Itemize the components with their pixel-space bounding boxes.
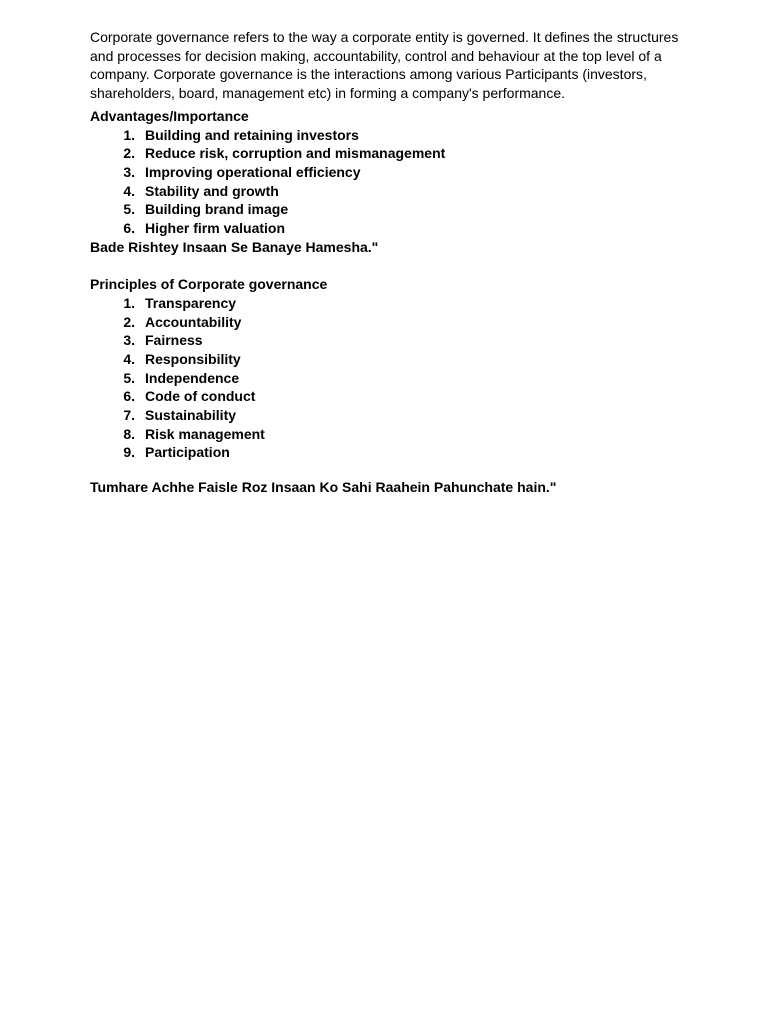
blank-line (90, 256, 690, 275)
list-item (90, 200, 690, 219)
list-item-label: Sustainability (145, 407, 237, 424)
list-item-label: Accountability (145, 313, 242, 330)
list-item-number: 3. (123, 163, 135, 180)
list-item (90, 126, 690, 145)
list-item-number: 4. (123, 182, 135, 199)
document-page (90, 28, 690, 497)
list-item-label: Improving operational efficiency (145, 163, 361, 180)
list-item-label: Participation (145, 444, 230, 461)
blank-line (90, 462, 690, 478)
list-item (90, 387, 690, 406)
list-item-label: Fairness (145, 332, 203, 349)
list-item-number: 1. (123, 294, 135, 311)
principles-quote: Tumhare Achhe Faisle Roz Insaan Ko Sahi Raahein Pahunchate hain." (90, 479, 557, 496)
list-item-number: 8. (123, 425, 135, 442)
list-item (90, 350, 690, 369)
list-item (90, 425, 690, 444)
list-item-label: Higher firm valuation (145, 220, 286, 237)
advantages-quote: Bade Rishtey Insaan Se Banaye Hamesha." (90, 238, 379, 255)
list-item (90, 219, 690, 238)
list-item (90, 294, 690, 313)
list-item-number: 9. (123, 444, 135, 461)
principles-list (90, 294, 690, 462)
list-item-number: 4. (123, 350, 135, 367)
list-item (90, 182, 690, 201)
list-item-label: Risk management (145, 425, 265, 442)
principles-heading: Principles of Corporate governance (90, 276, 328, 293)
list-item (90, 144, 690, 163)
list-item-label: Building and retaining investors (145, 126, 359, 143)
list-item (90, 331, 690, 350)
list-item-label: Stability and growth (145, 182, 279, 199)
list-item-number: 2. (123, 313, 135, 330)
list-item-number: 2. (123, 145, 135, 162)
list-item-number: 6. (123, 388, 135, 405)
list-item-number: 7. (123, 407, 135, 424)
list-item-number: 5. (123, 201, 135, 218)
list-item-number: 1. (123, 126, 135, 143)
list-item (90, 369, 690, 388)
list-item (90, 406, 690, 425)
advantages-heading: Advantages/Importance (90, 107, 249, 124)
list-item (90, 163, 690, 182)
list-item-number: 3. (123, 332, 135, 349)
intro-paragraph: Corporate governance refers to the way a corporate entity is governed. It defines the structures and processes for decision making, accountability, control and behaviour at the top level of a company. Corporate governance is the interactions among various Participants (investors, shareholders, board, management etc) in forming a company's performance. (90, 29, 679, 102)
list-item-label: Independence (145, 369, 240, 386)
list-item (90, 443, 690, 462)
list-item-number: 6. (123, 220, 135, 237)
advantages-list (90, 126, 690, 238)
list-item-label: Reduce risk, corruption and mismanagement (145, 145, 446, 162)
list-item-label: Building brand image (145, 201, 289, 218)
list-item-label: Responsibility (145, 350, 241, 367)
list-item (90, 313, 690, 332)
list-item-label: Code of conduct (145, 388, 256, 405)
list-item-label: Transparency (145, 294, 237, 311)
list-item-number: 5. (123, 369, 135, 386)
